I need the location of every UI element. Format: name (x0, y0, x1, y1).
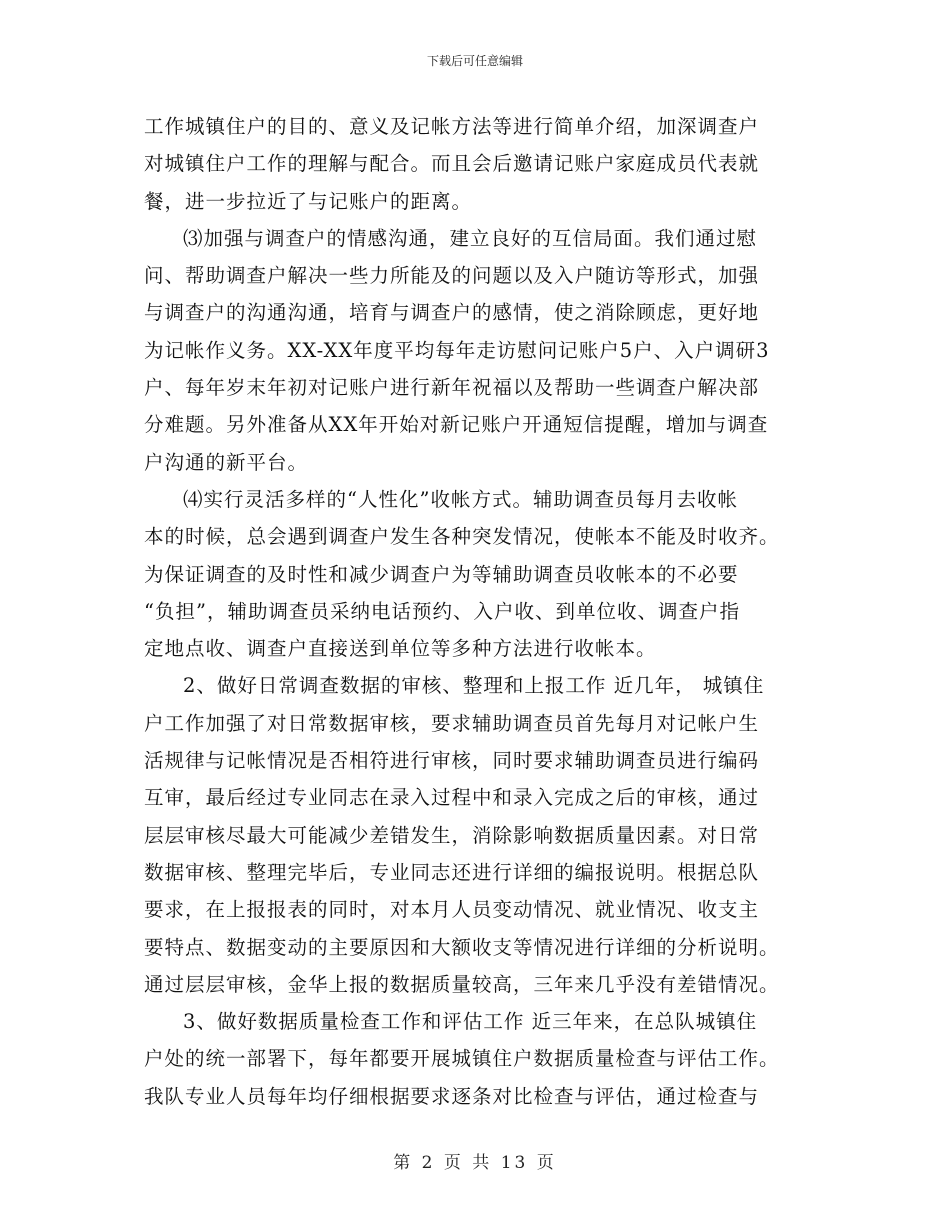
text-line: 2、做好日常调查数据的审核、整理和上报工作 近几年， 城镇住 (183, 674, 765, 698)
text-line: 户沟通的新平台。 (144, 450, 309, 474)
text-line: 数据审核、整理完毕后，专业同志还进行详细的编报说明。根据总队 (144, 860, 760, 884)
text-line: 工作城镇住户的目的、意义及记帐方法等进行简单介绍，加深调查户 (144, 115, 760, 138)
text-line: 餐，进一步拉近了与记账户的距离。 (144, 189, 473, 213)
text-line: 要求，在上报报表的同时，对本月人员变动情况、就业情况、收支主 (144, 898, 760, 922)
text-line: 要特点、数据变动的主要原因和大额收支等情况进行详细的分析说明。 (144, 935, 780, 959)
text-line: 活规律与记帐情况是否相符进行审核，同时要求辅助调查员进行编码 (144, 749, 760, 773)
text-line: 分难题。另外准备从XX年开始对新记账户开通短信提醒，增加与调查 (144, 413, 769, 437)
text-line: 户、每年岁末年初对记账户进行新年祝福以及帮助一些调查户解决部 (144, 376, 760, 400)
text-line: 3、做好数据质量检查工作和评估工作 近三年来，在总队城镇住 (183, 1010, 758, 1034)
page-header: 下载后可任意编辑 (426, 54, 523, 68)
text-line: 互审，最后经过专业同志在录入过程中和录入完成之后的审核，通过 (144, 786, 760, 810)
text-line: 为记帐作义务。XX-XX年度平均每年走访慰问记账户5户、入户调研3 (144, 338, 770, 362)
text-line: 与调查户的沟通沟通，培育与调查户的感情，使之消除顾虑，更好地 (144, 301, 760, 325)
text-line: 户处的统一部署下，每年都要开展城镇住户数据质量检查与评估工作。 (144, 1047, 780, 1071)
text-line: 对城镇住户工作的理解与配合。而且会后邀请记账户家庭成员代表就 (144, 152, 760, 176)
text-line: 定地点收、调查户直接送到单位等多种方法进行收帐本。 (144, 637, 657, 661)
text-line: ⑶加强与调查户的情感沟通，建立良好的互信局面。我们通过慰 (183, 226, 758, 250)
text-line: ⑷实行灵活多样的“人性化”收帐方式。辅助调查员每月去收帐 (183, 487, 738, 511)
document-body (144, 108, 804, 1115)
text-line: 通过层层审核，金华上报的数据质量较高，三年来几乎没有差错情况。 (144, 972, 780, 996)
text-line: “负担”，辅助调查员采纳电话预约、入户收、到单位收、调查户指 (144, 599, 740, 623)
page-footer: 第 2 页 共 13 页 (393, 1153, 557, 1173)
text-line: 户工作加强了对日常数据审核，要求辅助调查员首先每月对记帐户生 (144, 711, 760, 735)
text-line: 我队专业人员每年均仔细根据要求逐条对比检查与评估，通过检查与 (144, 1084, 760, 1108)
text-line: 本的时候，总会遇到调查户发生各种突发情况，使帐本不能及时收齐。 (144, 525, 780, 549)
text-line: 为保证调查的及时性和减少调查户为等辅助调查员收帐本的不必要 (144, 562, 739, 586)
text-line: 层层审核尽最大可能减少差错发生，消除影响数据质量因素。对日常 (144, 823, 760, 847)
text-line: 问、帮助调查户解决一些力所能及的问题以及入户随访等形式，加强 (144, 264, 760, 288)
